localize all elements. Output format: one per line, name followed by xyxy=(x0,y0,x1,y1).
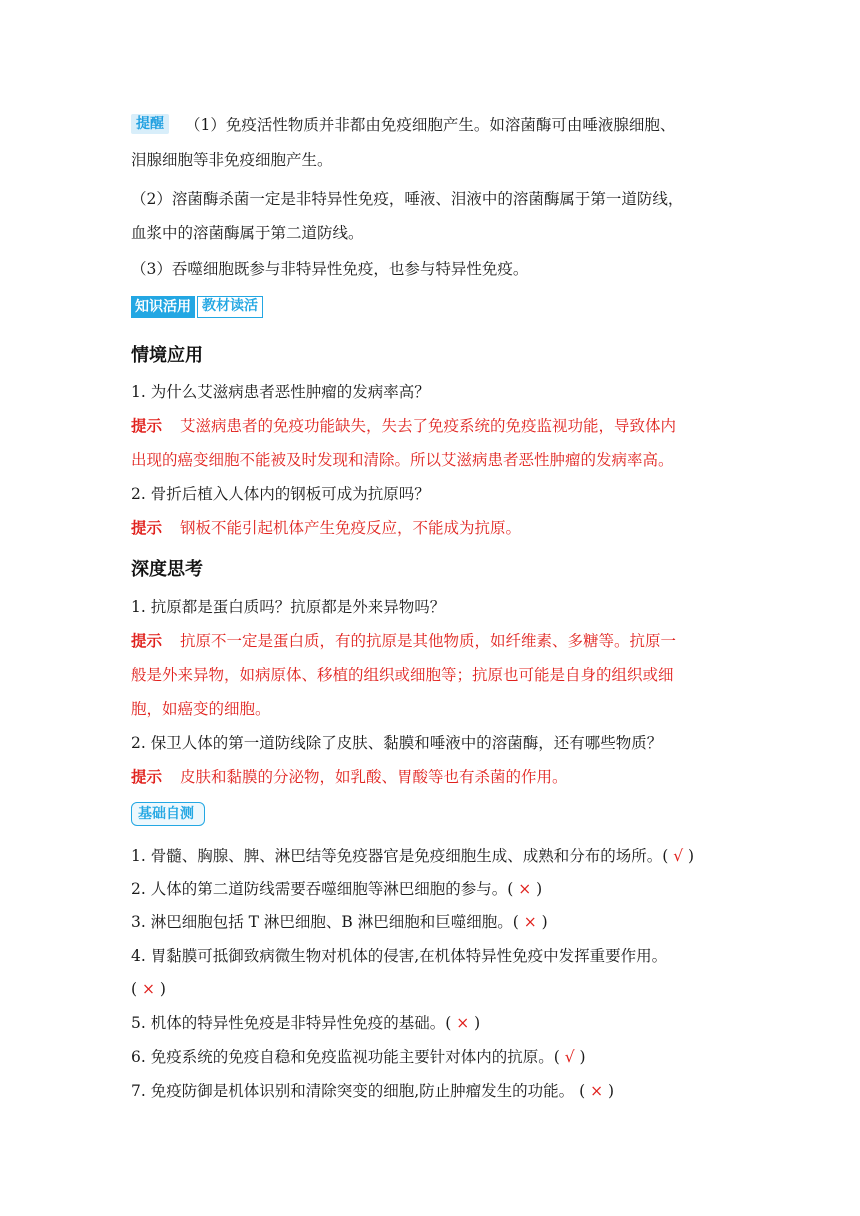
remind-line-2: 泪腺细胞等非免疫细胞产生。 xyxy=(131,151,333,169)
tip-label: 提示 xyxy=(131,417,163,435)
self-test-badge: 基础自测 xyxy=(131,802,205,826)
correct-mark: √ xyxy=(564,1048,575,1066)
section-badge-group xyxy=(131,296,263,318)
deep-answer-1-line-3: 胞，如癌变的细胞。 xyxy=(131,700,271,718)
wrong-mark: × xyxy=(518,880,532,898)
deep-thinking-heading: 深度思考 xyxy=(131,559,203,580)
scenario-answer-1-line-2: 出现的癌变细胞不能被及时发现和清除。所以艾滋病患者恶性肿瘤的发病率高。 xyxy=(131,451,674,469)
scenario-question-1: 1. 为什么艾滋病患者恶性肿瘤的发病率高？ xyxy=(131,383,430,401)
deep-question-2: 2. 保卫人体的第一道防线除了皮肤、黏膜和唾液中的溶菌酶，还有哪些物质？ xyxy=(131,734,663,752)
scenario-answer-1-line-1: 提示 艾滋病患者的免疫功能缺失，失去了免疫系统的免疫监视功能，导致体内 xyxy=(131,417,677,435)
deep-answer-1-line-1: 提示 抗原不一定是蛋白质，有的抗原是其他物质，如纤维素、多糖等。抗原一 xyxy=(131,632,677,650)
deep-answer-1-line-2: 般是外来异物，如病原体、移植的组织或细胞等；抗原也可能是自身的组织或细 xyxy=(131,666,674,684)
remind-line-4: 血浆中的溶菌酶属于第二道防线。 xyxy=(131,224,364,242)
tip-label: 提示 xyxy=(131,519,163,537)
scenario-answer-2-line-1: 提示 钢板不能引起机体产生免疫反应，不能成为抗原。 xyxy=(131,519,522,537)
deep-answer-2-line-1: 提示 皮肤和黏膜的分泌物，如乳酸、胃酸等也有杀菌的作用。 xyxy=(131,768,568,786)
wrong-mark: × xyxy=(141,980,155,998)
correct-mark: √ xyxy=(673,847,684,865)
wrong-mark: × xyxy=(456,1014,470,1032)
knowledge-use-badge: 知识活用 xyxy=(131,296,195,318)
test-item: 2. 人体的第二道防线需要吞噬细胞等淋巴细胞的参与。( × ) xyxy=(131,880,543,898)
test-item-continued: ( × ) xyxy=(131,980,166,998)
tip-label: 提示 xyxy=(131,632,163,650)
test-item: 5. 机体的特异性免疫是非特异性免疫的基础。( × ) xyxy=(131,1014,481,1032)
textbook-read-badge: 教材读活 xyxy=(197,296,263,318)
test-item: 1. 骨髓、胸腺、脾、淋巴结等免疫器官是免疫细胞生成、成熟和分布的场所。( √ ) xyxy=(131,847,695,865)
remind-badge: 提醒 xyxy=(131,114,169,134)
test-item: 7. 免疫防御是机体识别和清除突变的细胞,防止肿瘤发生的功能。 ( × ) xyxy=(131,1082,615,1100)
remind-line-1: （1）免疫活性物质并非都由免疫细胞产生。如溶菌酶可由唾液腺细胞、 xyxy=(185,116,676,134)
scenario-question-2: 2. 骨折后植入人体内的钢板可成为抗原吗？ xyxy=(131,485,430,503)
remind-line-3: （2）溶菌酶杀菌一定是非特异性免疫，唾液、泪液中的溶菌酶属于第一道防线， xyxy=(131,190,684,208)
deep-question-1: 1. 抗原都是蛋白质吗？抗原都是外来异物吗？ xyxy=(131,598,446,616)
test-item: 3. 淋巴细胞包括 T 淋巴细胞、B 淋巴细胞和巨噬细胞。( × ) xyxy=(131,913,548,931)
wrong-mark: × xyxy=(523,913,537,931)
test-item: 6. 免疫系统的免疫自稳和免疫监视功能主要针对体内的抗原。( √ ) xyxy=(131,1048,586,1066)
test-item: 4. 胃黏膜可抵御致病微生物对机体的侵害,在机体特异性免疫中发挥重要作用。 xyxy=(131,947,668,965)
wrong-mark: × xyxy=(590,1082,604,1100)
remind-line-5: （3）吞噬细胞既参与非特异性免疫，也参与特异性免疫。 xyxy=(131,260,529,278)
tip-label: 提示 xyxy=(131,768,163,786)
scenario-heading: 情境应用 xyxy=(131,345,203,366)
